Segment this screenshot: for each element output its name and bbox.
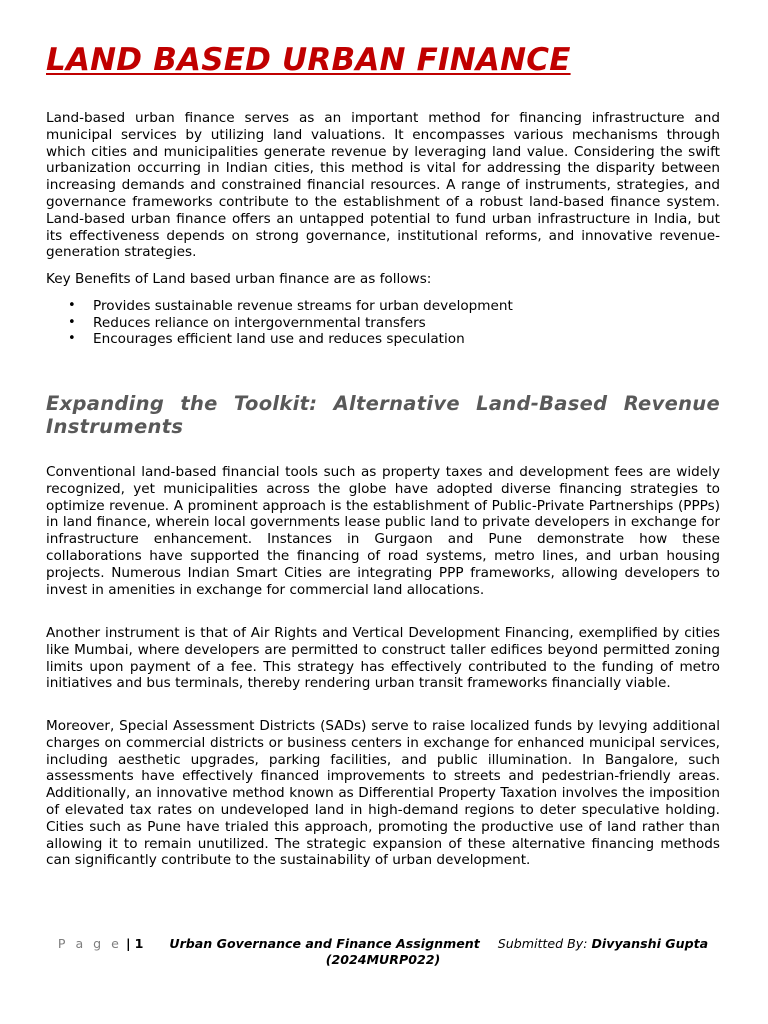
bullet-icon: • xyxy=(68,298,76,313)
page-footer xyxy=(46,936,720,967)
author-name: Divyanshi Gupta xyxy=(591,936,709,951)
benefit-text: Provides sustainable revenue streams for urban development xyxy=(93,298,513,314)
bullet-icon: • xyxy=(68,314,76,330)
course-title: Urban Governance and Finance Assignment xyxy=(169,936,480,951)
submitted-by-label: Submitted By: xyxy=(497,936,588,951)
section-heading: Expanding the Toolkit: Alternative Land-Based Revenue Instruments xyxy=(46,392,720,438)
roll-number: (2024MURP022) xyxy=(325,951,441,967)
benefit-text: Encourages efficient land use and reduces speculation xyxy=(93,331,465,348)
section-paragraph-sads: Moreover, Special Assessment Districts (SADs) serve to raise localized funds by levying additional charges on commercial districts or business centers in exchange for enhanced municipal services, including aesthetic upgrades, parking facilities, and public illumination. In Bangalore, such assessments have effectively financed improvements to streets and pedestrian-friendly areas. Additionally, an innovative method known as Differential Property Taxation involves the imposition of elevated tax rates on undeveloped land in high-demand regions to deter speculative holding. Cities such as Pune have trialed this approach, promoting the productive use of land rather than allowing it to remain unutilized. The strategic expansion of these alternative financing methods can significantly contribute to the sustainability of urban development. xyxy=(46,718,720,869)
page-number: 1 xyxy=(134,936,144,951)
list-item xyxy=(46,315,720,332)
list-item xyxy=(46,298,720,315)
section-paragraph-air-rights: Another instrument is that of Air Rights and Vertical Development Financing, exemplified by cities like Mumbai, where developers are permitted to construct taller edifices beyond permitted zoning limits upon payment of a fee. This strategy has effectively contributed to the funding of metro initiatives and bus terminals, thereby rendering urban transit frameworks financially viable. xyxy=(46,625,720,692)
footer-separator: | xyxy=(125,936,131,951)
section-paragraph-ppp: Conventional land-based financial tools such as property taxes and development fees are widely recognized, yet municipalities across the globe have adopted diverse financing strategies to optimize revenue. A prominent approach is the establishment of Public-Private Partnerships (PPPs) in land finance, wherein local governments lease public land to private developers in exchange for infrastructure enhancement. Instances in Gurgaon and Pune demonstrate how these collaborations have supported the financing of road systems, metro lines, and urban housing projects. Numerous Indian Smart Cities are integrating PPP frameworks, allowing developers to invest in amenities in exchange for commercial land allocations. xyxy=(46,464,720,598)
benefit-text: Reduces reliance on intergovernmental transfers xyxy=(93,314,426,331)
page-title: LAND BASED URBAN FINANCE xyxy=(46,42,571,78)
bullet-icon: • xyxy=(68,331,76,347)
benefits-intro: Key Benefits of Land based urban finance are as follows: xyxy=(46,271,432,287)
benefits-list xyxy=(46,298,720,348)
intro-paragraph: Land-based urban finance serves as an important method for financing infrastructure and municipal services by utilizing land valuations. It encompasses various mechanisms through which cities and municipalities generate revenue by leveraging land value. Considering the swift urbanization occurring in Indian cities, this method is vital for addressing the disparity between increasing demands and constrained financial resources. A range of instruments, strategies, and governance frameworks contribute to the establishment of a robust land-based finance system. Land-based urban finance offers an untapped potential to fund urban infrastructure in India, but its effectiveness depends on strong governance, institutional reforms, and innovative revenue-generation strategies. xyxy=(46,110,720,261)
list-item xyxy=(46,331,720,348)
page-label: P a g e xyxy=(57,936,122,951)
